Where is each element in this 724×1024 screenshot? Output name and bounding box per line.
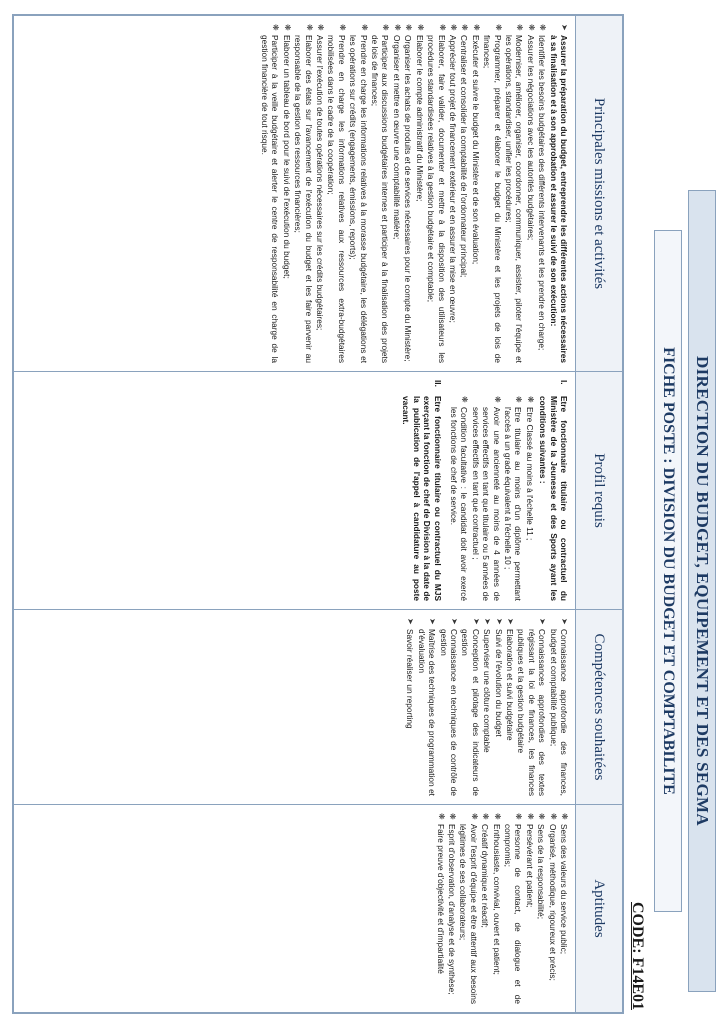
list-item: ❋ Organisé, méthodique, rigoureux et précis; (547, 813, 558, 981)
list-item: ➤ Connaissance approfondie des finances, budget et comptabilité publique; (548, 618, 569, 796)
competences-body (398, 610, 575, 804)
missions-header: Principales missions et activités (575, 16, 622, 371)
asterisk-icon: ❋ (448, 24, 458, 31)
asterisk-icon: ❋ (460, 24, 470, 31)
list-item: ❋ Avoir l'esprit d'équipe et être attentif aux besoins légitimes de ses collaborateurs; (458, 813, 479, 1004)
asterisk-icon: ❋ (415, 24, 425, 31)
asterisk-icon: ❋ (560, 813, 569, 820)
chevron-icon: ➤ (483, 618, 493, 625)
list-item: ❋ Créatif dynamique et réactif; (480, 813, 491, 928)
list-item: ❋ Faire preuve d'objectivité et d'impartialité (435, 813, 446, 974)
asterisk-icon: ❋ (469, 813, 479, 820)
list-item: ❋ Prendre en charge les informations relatives aux ressources extra-budgétaires mobilisées dans le cadre de la coopération; (326, 24, 347, 363)
chevron-icon: ➤ (560, 24, 569, 31)
asterisk-icon: ❋ (493, 24, 503, 31)
list-item: ❋ Etre titulaire au moins d'un diplôme permettant l'accès à un grade équivalent à l'échelle 10 ; (502, 396, 524, 601)
list-item: ❋ Apprécier tout projet de financement extérieur et en assurer la mise en œuvre; (447, 24, 458, 323)
list-item: ❋ Persévérant et patient; (524, 813, 535, 908)
direction-title: DIRECTION DU BUDGET, EQUIPEMENT ET DES SEGMA (688, 190, 716, 992)
competences-column (14, 610, 622, 805)
fiche-code: CODE: F14E01 (629, 902, 646, 1010)
list-item: ❋ Sens de la responsabilité; (536, 813, 547, 920)
list-item: ❋ Avoir une ancienneté au moins de 4 années de services effectifs en tant que titulaire ou 5 années de services effectifs en tant que contractuel ; (470, 396, 502, 601)
asterisk-icon: ❋ (526, 24, 536, 31)
list-item: ❋ Programmer, préparer et élaborer le budget du Ministère et les projets de lois de finances; (482, 24, 503, 363)
missions-column (14, 16, 622, 372)
list-item: ❋ Condition facultative : le candidat doit avoir exercé les fonctions de chef de service. (448, 396, 470, 601)
asterisk-icon: ❋ (471, 24, 481, 31)
asterisk-icon: ❋ (447, 813, 457, 820)
profil-header: Profil requis (575, 372, 622, 609)
list-item: ❋ Moderniser, améliorer, organiser, coordonner, communiquer, assister, piloter l'équipe et les opérations, standardiser, unifier les procédures; (503, 24, 525, 363)
asterisk-icon: ❋ (548, 813, 558, 820)
list-item: ❋ Sens des valeurs du service public; (559, 813, 569, 955)
profil-section-2: II. Etre fonctionnaire titulaire ou contractuel du MJS exerçant la fonction de chef de Division à la date de la publication de l'appel à candidature au poste vacant. (401, 380, 443, 601)
asterisk-icon: ❋ (304, 24, 314, 31)
list-item: ❋ Elaborer un tableau de bord pour le suivi de l'exécution du budget; (281, 24, 292, 279)
list-item: ➤ Connaissances approfondies des textes régissant la loi de finances, les finances publiques et la gestion budgétaire (516, 618, 548, 796)
asterisk-icon: ❋ (514, 813, 524, 820)
list-item: ❋ Centraliser et consolider la comptabilité de l'ordonnateur principal; (459, 24, 470, 278)
fiche-title: FICHE POSTE : DIVISION DU BUDGET ET COMPTABILITE (654, 230, 682, 912)
profil-section-1-list (449, 396, 535, 601)
list-item: ❋ Esprit d'observation, d'analyse et de synthèse; (446, 813, 457, 995)
list-item: ➤ Suivi de l'évolution du budget (493, 618, 504, 737)
asterisk-icon: ❋ (271, 24, 281, 31)
chevron-icon: ➤ (494, 618, 504, 625)
fiche-table (12, 14, 624, 1014)
list-item: ❋ Enthousiaste, convivial, ouvert et patient; (491, 813, 502, 975)
profil-column (14, 372, 622, 610)
profil-section-1: I. Etre fonctionnaire titulaire ou contractuel du Ministère de la Jeunesse et des Sports ayant les conditions suivantes : (538, 380, 569, 601)
asterisk-icon: ❋ (392, 24, 402, 31)
asterisk-icon: ❋ (316, 24, 326, 31)
chevron-icon: ➤ (505, 618, 515, 625)
list-item: ➤ Maîtrise des techniques de programmation et d'évaluation (416, 618, 438, 796)
asterisk-icon: ❋ (381, 24, 391, 31)
list-item: ❋ Exécuter et suivre le budget du Ministère et de son évaluation; (470, 24, 481, 265)
missions-body (253, 16, 575, 371)
asterisk-icon: ❋ (515, 24, 525, 31)
chevron-icon: ➤ (538, 618, 548, 625)
list-item: ➤ Connaissance en techniques de contrôle de gestion (438, 618, 459, 796)
list-item: ➤ Elaboration et suivi budgétaire (504, 618, 515, 741)
profil-body (392, 372, 575, 609)
asterisk-icon: ❋ (525, 396, 535, 403)
list-item: ❋ Etre Classé au moins à l'échelle 11 ; (524, 396, 535, 541)
list-item: ❋ Personne de contact, de dialogue et de compromis; (502, 813, 524, 1004)
asterisk-icon: ❋ (337, 24, 347, 31)
asterisk-icon: ❋ (537, 813, 547, 820)
chevron-icon: ➤ (449, 618, 459, 625)
list-item: ❋ Assurer l'exécution de toutes opérations nécessaires sur les crédits budgétaires; (315, 24, 326, 331)
asterisk-icon: ❋ (492, 813, 502, 820)
asterisk-icon: ❋ (436, 813, 446, 820)
aptitudes-column (14, 805, 622, 1012)
list-item: ❋ Participer à la veille budgétaire et alerter le centre de responsabilité en charge de la gestion financière de tout risque. (260, 24, 281, 363)
asterisk-icon: ❋ (282, 24, 292, 31)
list-item: ❋ Elaborer des états sur l'avancement de l'exécution du budget et les faire parvenir au responsable de la gestion des ressources financières; (293, 24, 314, 363)
list-item: ❋ Elaborer le compte administratif du Ministère; (414, 24, 425, 202)
asterisk-icon: ❋ (437, 24, 447, 31)
list-item: ❋ Organiser et mettre en œuvre une comptabilité matière; (391, 24, 402, 240)
list-item: ❋ Organiser les achats de produits et de services nécessaires pour le compte du Ministère; (403, 24, 414, 362)
aptitudes-body (428, 805, 575, 1012)
asterisk-icon: ❋ (538, 24, 548, 31)
chevron-icon: ➤ (406, 618, 416, 625)
aptitudes-header: Aptitudes (575, 805, 622, 1012)
asterisk-icon: ❋ (404, 24, 414, 31)
asterisk-icon: ❋ (481, 813, 491, 820)
asterisk-icon: ❋ (359, 24, 369, 31)
competences-header: Compétences souhaitées (575, 610, 622, 804)
chevron-icon: ➤ (560, 618, 569, 625)
asterisk-icon: ❋ (514, 396, 524, 403)
list-item: ❋ Elaborer, faire valider, documenter et mettre à la disposition des utilisateurs les procédures standardisées relatives à la gestion budgétaire et comptable; (426, 24, 447, 363)
chevron-icon: ➤ (471, 618, 481, 625)
list-item: ❋ Participer aux discussions budgétaires internes et participer à la finalisation des projets de lois de finances; (370, 24, 391, 363)
chevron-icon: ➤ (428, 618, 438, 625)
asterisk-icon: ❋ (492, 396, 502, 403)
missions-intro: ➤ Assurer la préparation du budget, entreprendre les différentes actions nécessaires à sa finalisation et à son approbation et assurer le suivi de son exécution: (548, 24, 569, 363)
list-item: ❋ Prendre en charge les informations relatives à la morasse budgétaire, les délégations et les opérations sur crédits (engagements, émissions, reports); (348, 24, 369, 363)
list-item: ➤ Savoir réaliser un reporting (405, 618, 416, 729)
list-item: ➤ Conception et pilotage des indicateurs de gestion (460, 618, 481, 796)
list-item: ❋ Assurer les négociations avec les autorités budgétaires; (525, 24, 536, 241)
asterisk-icon: ❋ (525, 813, 535, 820)
asterisk-icon: ❋ (460, 396, 470, 403)
list-item: ➤ Superviser une clôture comptable (482, 618, 493, 753)
list-item: ❋ Identifier les besoins budgétaires des différents intervenants et les prendre en charge; (537, 24, 548, 351)
